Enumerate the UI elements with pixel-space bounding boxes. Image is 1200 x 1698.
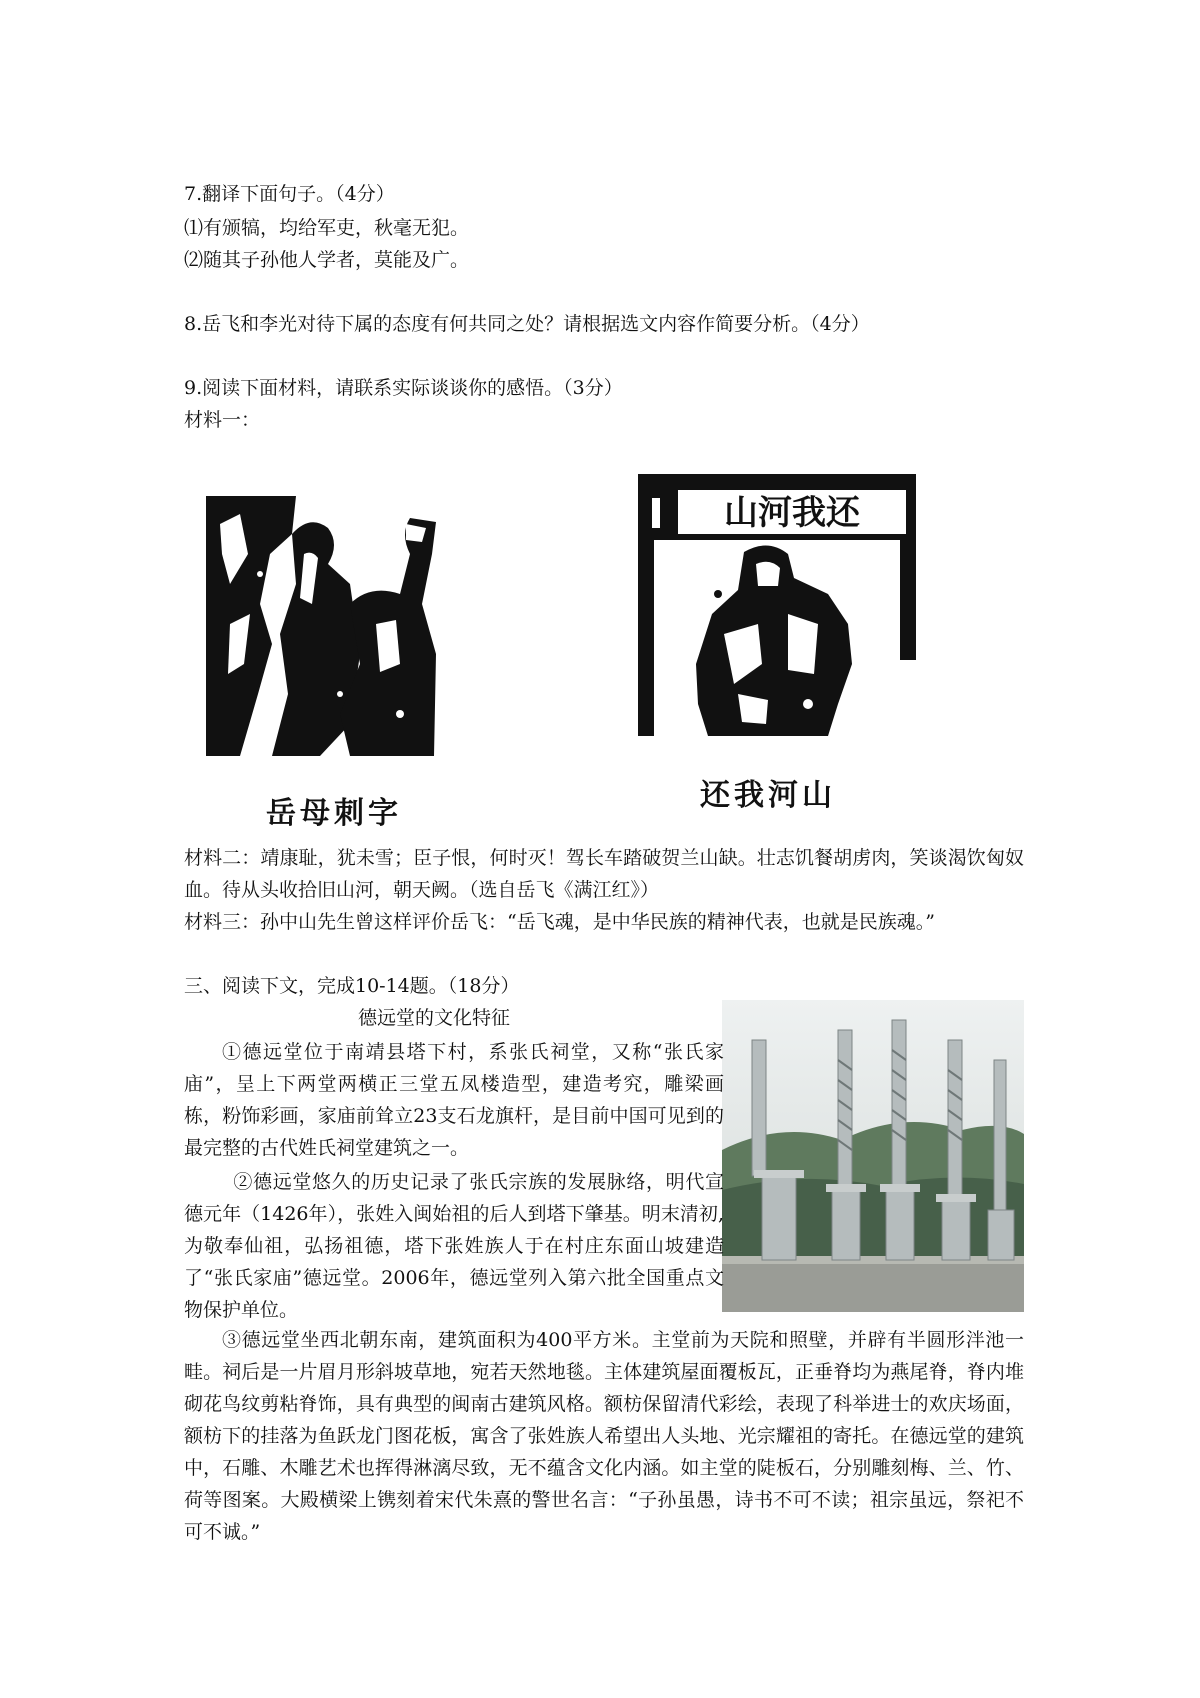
paragraph-1: ①德远堂位于南靖县塔下村，系张氏祠堂，又称“张氏家庙”，呈上下两堂两横正三堂五凤楼造型，建造考究，雕梁画栋，粉饰彩画，家庙前耸立23支石龙旗杆，是目前中国可见到的最完整的古代姓氏祠堂建筑之一。 bbox=[184, 1041, 724, 1159]
q8-title: 8.岳飞和李光对待下属的态度有何共同之处？请根据选文内容作简要分析。（4分） bbox=[184, 313, 870, 335]
mother-tattoo-image bbox=[200, 494, 440, 756]
article-title: 德远堂的文化特征 bbox=[358, 1007, 511, 1029]
material1-label: 材料一： bbox=[184, 409, 261, 431]
return-mountains-image bbox=[638, 474, 916, 736]
q7-title: 7.翻译下面句子。（4分） bbox=[184, 183, 395, 205]
q7-sentence-2: ⑵随其子孙他人学者，莫能及广。 bbox=[184, 249, 470, 271]
material3-text: 材料三：孙中山先生曾这样评价岳飞：“岳飞魂，是中华民族的精神代表，也就是民族魂。” bbox=[184, 911, 935, 933]
section3-heading: 三、阅读下文，完成10-14题。（18分） bbox=[184, 975, 520, 997]
paragraph-3: ③德远堂坐西北朝东南，建筑面积为400平方米。主堂前为天院和照壁，并辟有半圆形泮池一畦。祠后是一片眉月形斜坡草地，宛若天然地毯。主体建筑屋面覆板瓦，正垂脊均为燕尾脊，脊内堆砌花鸟纹剪粘脊饰，具有典型的闽南古建筑风格。额枋保留清代彩绘，表现了科举进士的欢庆场面，额枋下的挂落为鱼跃龙门图花板，寓含了张姓族人希望出人头地、光宗耀祖的寄托。在德远堂的建筑中，石雕、木雕艺术也挥得淋漓尽致，无不蕴含文化内涵。如主堂的陡板石，分别雕刻梅、兰、竹、荷等图案。大殿横梁上镌刻着宋代朱熹的警世名言：“子孙虽愚，诗书不可不读；祖宗虽远，祭祀不可不诚。” bbox=[184, 1329, 1024, 1543]
banner-calligraphy: 山河我还 bbox=[724, 493, 860, 533]
paragraph-2: ②德远堂悠久的历史记录了张氏宗族的发展脉络，明代宣德元年（1426年），张姓入闽始祖的后人到塔下肇基。明末清初,为敬奉仙祖，弘扬祖德，塔下张姓族人于在村庄东面山坡建造了“张氏家庙”德远堂。2006年，德远堂列入第六批全国重点文物保护单位。 bbox=[184, 1171, 724, 1321]
flagpoles-photo bbox=[722, 1000, 1024, 1312]
flagpoles-photo-illustration bbox=[722, 1000, 1024, 1312]
return-mountains-illustration bbox=[638, 474, 916, 736]
material2-text: 材料二：靖康耻，犹未雪；臣子恨，何时灭！驾长车踏破贺兰山缺。壮志饥餐胡虏肉，笑谈渴饮匈奴血。待从头收拾旧山河，朝天阙。（选自岳飞《满江红》） bbox=[184, 847, 1024, 901]
return-mountains-caption: 还我河山 bbox=[700, 778, 836, 813]
mother-tattoo-caption: 岳母刺字 bbox=[266, 796, 402, 831]
q9-title: 9.阅读下面材料，请联系实际谈谈你的感悟。（3分） bbox=[184, 377, 623, 399]
q7-sentence-1: ⑴有颁犒，均给军吏，秋毫无犯。 bbox=[184, 217, 470, 239]
mother-tattoo-illustration bbox=[200, 494, 440, 756]
